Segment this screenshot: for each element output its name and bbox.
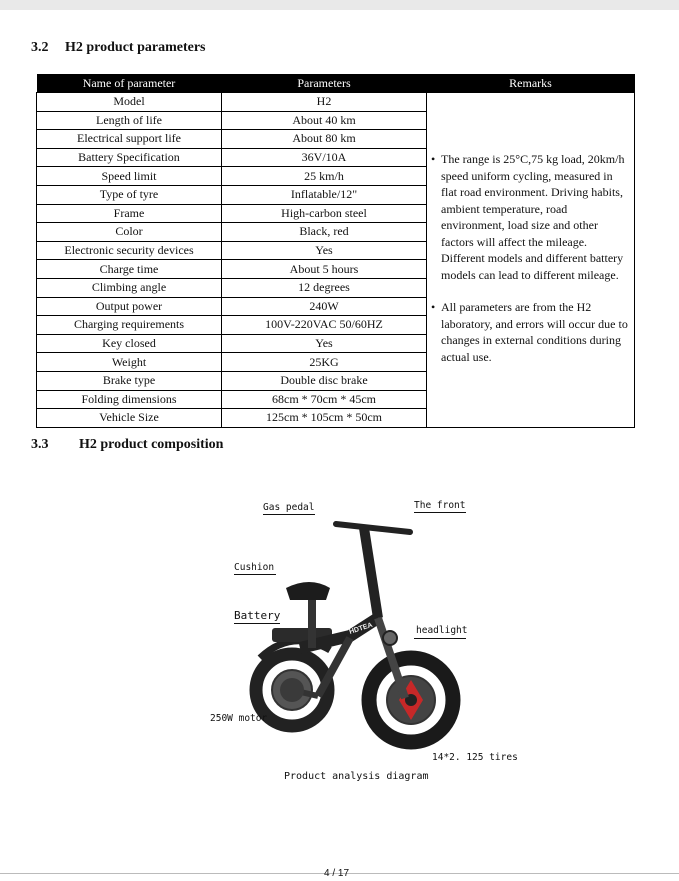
leader-line [234, 574, 276, 575]
bike-diagram [200, 488, 520, 763]
leader-line [234, 623, 280, 624]
header-remarks: Remarks [427, 74, 635, 93]
parameter-name-cell: Battery Specification [37, 148, 222, 167]
parameter-name-cell: Type of tyre [37, 185, 222, 204]
remark-text: All parameters are from the H2 laboratory, and errors will occur due to changes in external conditions during actual use. [441, 300, 628, 364]
section-heading-composition: 3.3 H2 product composition [31, 437, 224, 452]
table-body [37, 93, 635, 428]
label-cushion: Cushion [234, 562, 275, 573]
parameter-name-cell: Length of life [37, 111, 222, 130]
parameter-name-cell: Key closed [37, 334, 222, 353]
parameter-value-cell: Yes [222, 241, 427, 260]
label-gas-pedal: Gas pedal [263, 502, 315, 513]
parameter-name-cell: Charge time [37, 260, 222, 279]
parameter-name-cell: Brake type [37, 371, 222, 390]
parameter-value-cell: About 80 km [222, 130, 427, 149]
header-parameters: Parameters [222, 74, 427, 93]
table-row [37, 93, 635, 112]
header-name: Name of parameter [37, 74, 222, 93]
table-header-row [37, 74, 635, 93]
parameter-value-cell: H2 [222, 93, 427, 112]
parameter-value-cell: 25 km/h [222, 167, 427, 186]
leader-line [263, 514, 315, 515]
parameter-name-cell: Climbing angle [37, 278, 222, 297]
label-tires: 14*2. 125 tires [432, 752, 518, 763]
parameter-value-cell: Black, red [222, 223, 427, 242]
parameter-value-cell: 25KG [222, 353, 427, 372]
leader-line [414, 638, 466, 639]
parameter-value-cell: About 5 hours [222, 260, 427, 279]
parameter-name-cell: Frame [37, 204, 222, 223]
bullet-icon: • [431, 152, 436, 166]
parameter-value-cell: 240W [222, 297, 427, 316]
page-number: 4 / 17 [324, 868, 350, 879]
parameter-value-cell: Yes [222, 334, 427, 353]
parameter-value-cell: 12 degrees [222, 278, 427, 297]
parameter-name-cell: Folding dimensions [37, 390, 222, 409]
remark-item [431, 299, 630, 365]
parameter-name-cell: Electrical support life [37, 130, 222, 149]
bullet-icon: • [431, 300, 436, 314]
parameter-name-cell: Weight [37, 353, 222, 372]
parameter-value-cell: 100V-220VAC 50/60HZ [222, 316, 427, 335]
label-motor: 250W motor [210, 713, 268, 724]
parameter-value-cell: High-carbon steel [222, 204, 427, 223]
parameter-name-cell: Speed limit [37, 167, 222, 186]
parameter-value-cell: 36V/10A [222, 148, 427, 167]
parameters-table [36, 74, 635, 428]
label-battery: Battery [234, 609, 281, 622]
parameter-name-cell: Output power [37, 297, 222, 316]
parameter-value-cell: Double disc brake [222, 371, 427, 390]
label-front: The front [414, 500, 466, 511]
remark-text: The range is 25°C,75 kg load, 20km/h speed uniform cycling, measured in flat road environment. Driving habits, ambient temperature, road environment, load size and other factors will affect the mileage. Different models and different battery models can lead to different mileage. [441, 152, 625, 282]
leader-line [414, 512, 466, 513]
parameter-name-cell: Color [37, 223, 222, 242]
top-bar [0, 0, 679, 10]
parameter-value-cell: 68cm * 70cm * 45cm [222, 390, 427, 409]
parameter-name-cell: Vehicle Size [37, 409, 222, 428]
label-headlight: headlight [416, 625, 468, 636]
figure-caption: Product analysis diagram [284, 771, 429, 782]
section-heading-parameters: 3.2 H2 product parameters [31, 40, 206, 55]
brand-text: HDTEA [348, 621, 374, 636]
parameter-name-cell: Model [37, 93, 222, 112]
parameter-value-cell: About 40 km [222, 111, 427, 130]
remark-item [431, 151, 630, 283]
parameter-value-cell: 125cm * 105cm * 50cm [222, 409, 427, 428]
remarks-cell [427, 93, 635, 428]
parameter-name-cell: Charging requirements [37, 316, 222, 335]
parameter-name-cell: Electronic security devices [37, 241, 222, 260]
parameter-value-cell: Inflatable/12" [222, 185, 427, 204]
